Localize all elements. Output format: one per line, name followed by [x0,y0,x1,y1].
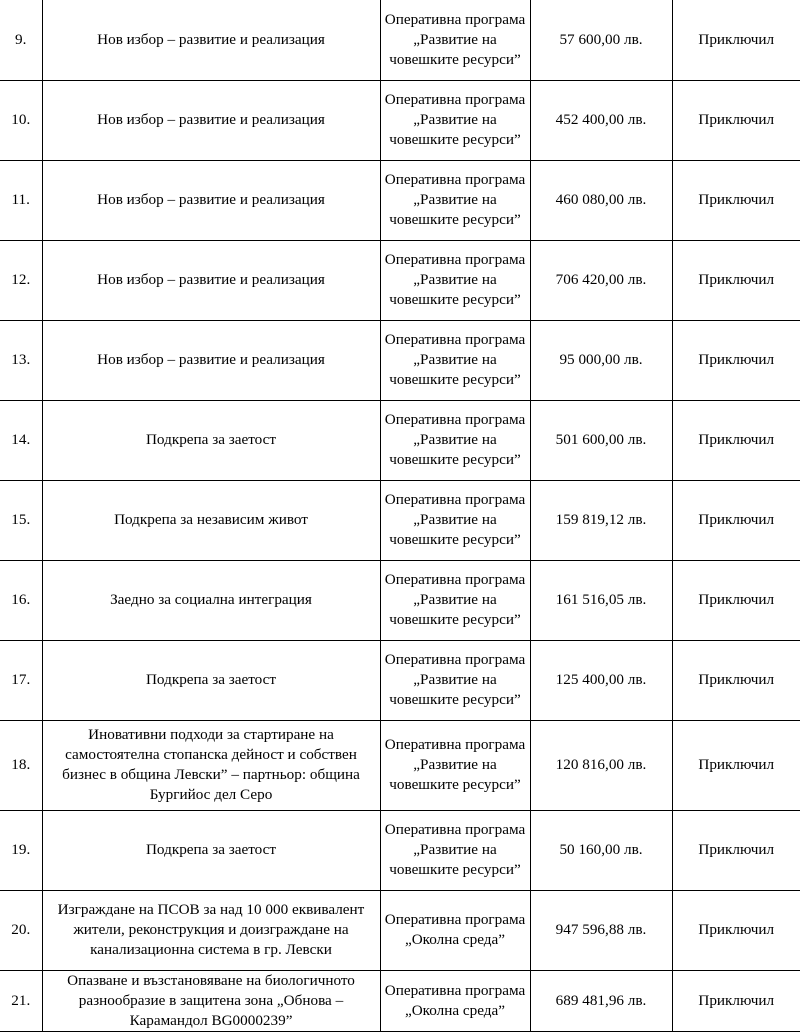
operational-program: Оперативна програма „Развитие на човешките ресурси” [380,720,530,810]
row-number: 11. [0,160,42,240]
project-amount: 706 420,00 лв. [530,240,672,320]
project-name: Иновативни подходи за стартиране на самостоятелна стопанска дейност и собствен бизнес в община Левски” – партньор: община Бургийос дел Серо [42,720,380,810]
project-amount: 501 600,00 лв. [530,400,672,480]
project-amount: 947 596,88 лв. [530,890,672,970]
row-number: 17. [0,640,42,720]
project-name: Подкрепа за независим живот [42,480,380,560]
table-row [0,560,800,640]
table-row [0,80,800,160]
row-number: 13. [0,320,42,400]
table-row [0,720,800,810]
project-status: Приключил [672,160,800,240]
project-status: Приключил [672,0,800,80]
project-name: Подкрепа за заетост [42,400,380,480]
project-status: Приключил [672,400,800,480]
project-amount: 57 600,00 лв. [530,0,672,80]
row-number: 12. [0,240,42,320]
project-amount: 125 400,00 лв. [530,640,672,720]
operational-program: Оперативна програма „Развитие на човешките ресурси” [380,480,530,560]
operational-program: Оперативна програма „Развитие на човешките ресурси” [380,0,530,80]
project-name: Нов избор – развитие и реализация [42,320,380,400]
project-status: Приключил [672,560,800,640]
project-status: Приключил [672,80,800,160]
project-amount: 50 160,00 лв. [530,810,672,890]
operational-program: Оперативна програма „Развитие на човешките ресурси” [380,560,530,640]
project-amount: 120 816,00 лв. [530,720,672,810]
project-name: Нов избор – развитие и реализация [42,240,380,320]
project-status: Приключил [672,720,800,810]
operational-program: Оперативна програма „Околна среда” [380,890,530,970]
row-number: 18. [0,720,42,810]
table-row [0,640,800,720]
row-number: 21. [0,970,42,1031]
project-amount: 161 516,05 лв. [530,560,672,640]
table-row [0,970,800,1031]
project-name: Нов избор – развитие и реализация [42,80,380,160]
row-number: 16. [0,560,42,640]
project-name: Опазване и възстановяване на биологичното разнообразие в защитена зона „Обнова – Карамандол BG0000239” [42,970,380,1031]
project-amount: 95 000,00 лв. [530,320,672,400]
row-number: 19. [0,810,42,890]
project-status: Приключил [672,970,800,1031]
operational-program: Оперативна програма „Развитие на човешките ресурси” [380,640,530,720]
row-number: 20. [0,890,42,970]
table-row [0,320,800,400]
project-name: Изграждане на ПСОВ за над 10 000 еквивалент жители, реконструкция и доизграждане на канализационна система в гр. Левски [42,890,380,970]
table-row [0,890,800,970]
operational-program: Оперативна програма „Околна среда” [380,970,530,1031]
project-name: Подкрепа за заетост [42,810,380,890]
table-row [0,160,800,240]
table-row [0,480,800,560]
project-amount: 452 400,00 лв. [530,80,672,160]
operational-program: Оперативна програма „Развитие на човешките ресурси” [380,320,530,400]
operational-program: Оперативна програма „Развитие на човешките ресурси” [380,160,530,240]
operational-program: Оперативна програма „Развитие на човешките ресурси” [380,240,530,320]
row-number: 15. [0,480,42,560]
project-status: Приключил [672,810,800,890]
project-name: Заедно за социална интеграция [42,560,380,640]
row-number: 10. [0,80,42,160]
table-row [0,810,800,890]
project-amount: 159 819,12 лв. [530,480,672,560]
project-status: Приключил [672,640,800,720]
row-number: 9. [0,0,42,80]
project-amount: 689 481,96 лв. [530,970,672,1031]
project-name: Подкрепа за заетост [42,640,380,720]
operational-program: Оперативна програма „Развитие на човешките ресурси” [380,400,530,480]
project-amount: 460 080,00 лв. [530,160,672,240]
project-name: Нов избор – развитие и реализация [42,0,380,80]
project-status: Приключил [672,320,800,400]
project-status: Приключил [672,890,800,970]
table-row [0,0,800,80]
project-name: Нов избор – развитие и реализация [42,160,380,240]
project-status: Приключил [672,240,800,320]
operational-program: Оперативна програма „Развитие на човешките ресурси” [380,80,530,160]
row-number: 14. [0,400,42,480]
table-row [0,400,800,480]
operational-program: Оперативна програма „Развитие на човешките ресурси” [380,810,530,890]
table-row [0,240,800,320]
project-status: Приключил [672,480,800,560]
